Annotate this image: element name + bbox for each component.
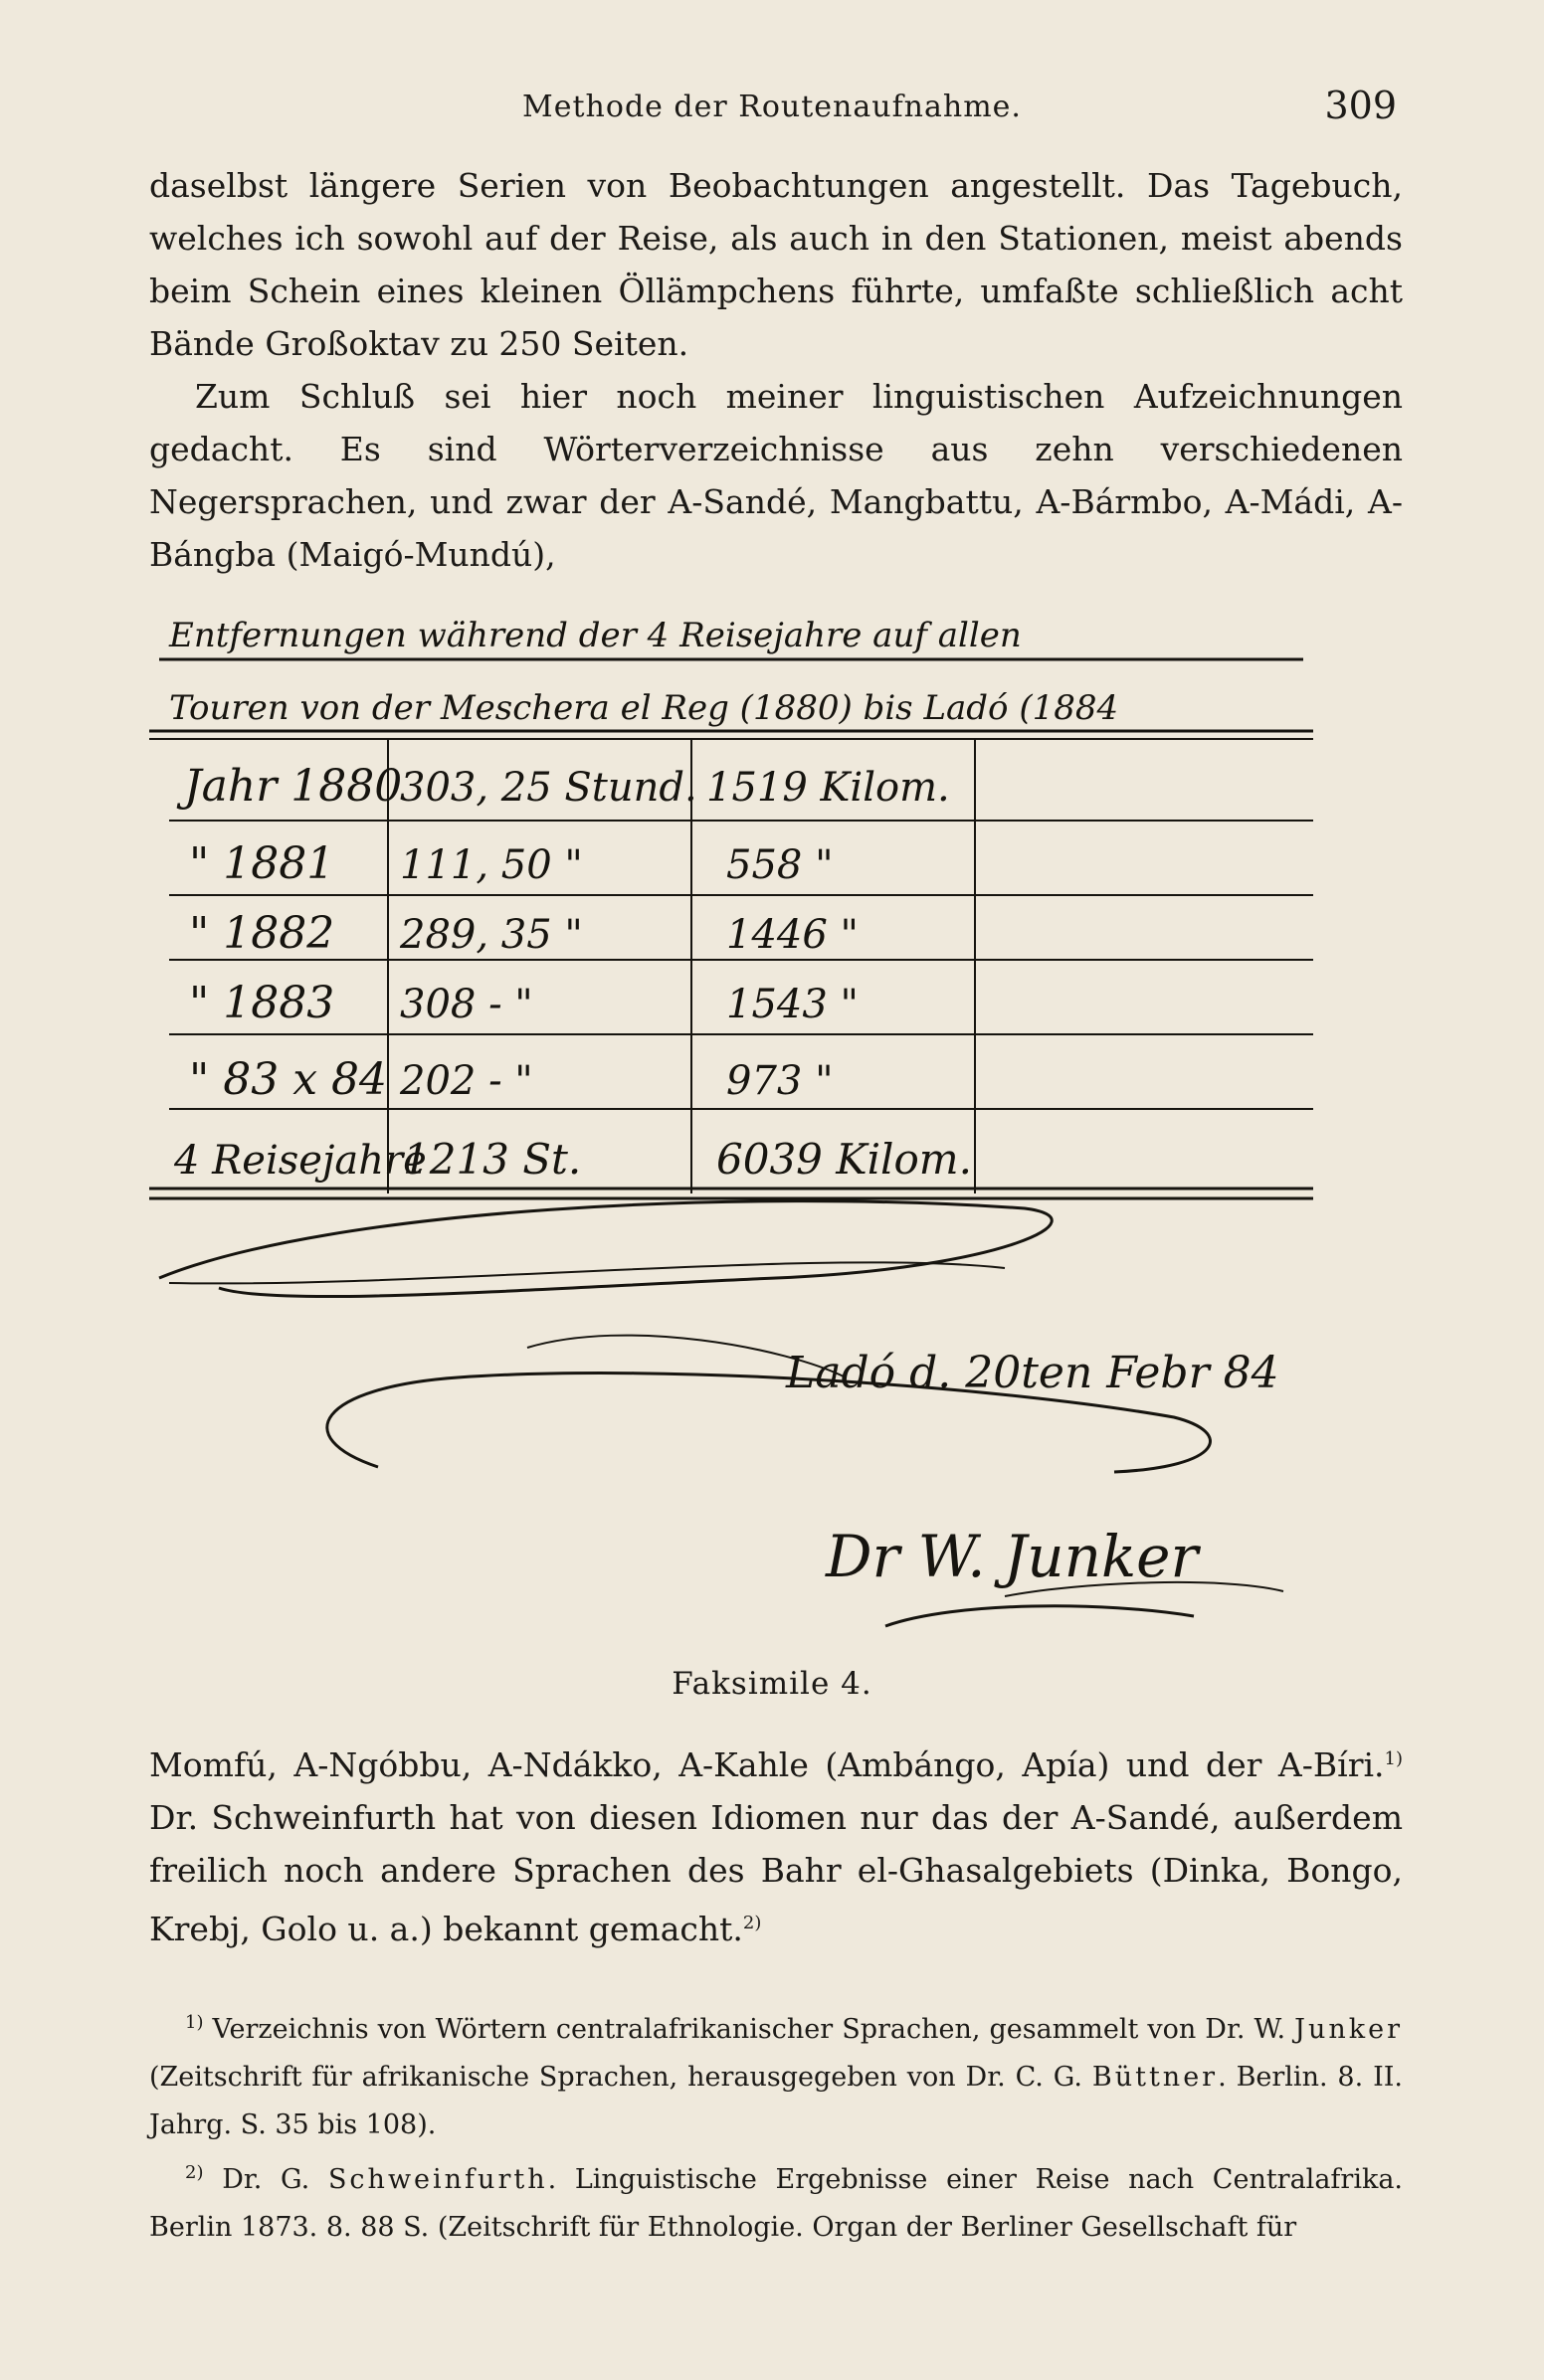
footnotes (149, 1999, 1403, 2252)
body-text-bottom (149, 1733, 1403, 1955)
svg-text:6039 Kilom.: 6039 Kilom. (716, 1135, 972, 1184)
svg-text:" 1883: " 1883 (189, 978, 335, 1028)
facsimile-heading-line-1: Entfernungen während der 4 Reisejahre auf allen (169, 616, 1022, 655)
svg-text:" 83 x 84: " 83 x 84 (189, 1054, 387, 1105)
footnote-2: $^{2)}$ Dr. G. Schweinfurth. Linguistische Ergebnisse einer Reise nach Centralafrika. Berlin 1873. 8. 88 S. (Zeitschrift für Ethnologie. Organ der Berliner Gesellschaft für (149, 2162, 1403, 2243)
paragraph-2: Zum Schluß sei hier noch meiner linguistischen Aufzeichnungen gedacht. Es sind Wörterverzeichnisse aus zehn verschiedenen Negersprachen, und zwar der A-Sandé, Mangbattu, A-Bármbo, A-Mádi, A-Bángba (Maigó-Mundú), (149, 377, 1403, 574)
table-row-total (173, 1135, 972, 1184)
paragraph-1: daselbst längere Serien von Beobachtungen angestellt. Das Tagebuch, welches ich sowohl auf der Reise, als auch in den Stationen, meist abends beim Schein eines kleinen Öllämpchens führte, umfaßte schließlich acht Bände Großoktav zu 250 Seiten. (149, 166, 1403, 363)
svg-text:1543 ": 1543 " (726, 982, 859, 1027)
paragraph-3: Momfú, A-Ngóbbu, A-Ndákko, A-Kahle (Ambángo, Apía) und der A-Bíri.$^{1)}$ Dr. Schweinfurth hat von diesen Idiomen nur das der A-Sandé, außerdem freilich noch andere Sprachen des Bahr el-Ghasalgebiets (Dinka, Bongo, Krebj, Golo u. a.) bekannt gemacht.$^{2)}$ (149, 1745, 1403, 1948)
svg-text:Jahr 1880: Jahr 1880 (184, 761, 403, 812)
footnote-1: $^{1)}$ Verzeichnis von Wörtern centralafrikanischer Sprachen, gesammelt von Dr. W. Junker (Zeitschrift für afrikanische Sprachen, herausgegeben von Dr. C. G. Büttner. Berlin. 8. II. Jahrg. S. 35 bis 108). (149, 2012, 1403, 2140)
body-text-top (149, 159, 1403, 581)
figure-caption: Faksimile 4. (672, 1666, 872, 1702)
svg-text:1213 St.: 1213 St. (403, 1135, 582, 1184)
svg-text:308 - ": 308 - " (400, 982, 533, 1027)
table-row-2 (189, 838, 833, 889)
table-row-4 (189, 978, 859, 1028)
svg-text:289, 35 ": 289, 35 " (400, 912, 583, 958)
table-row-1 (176, 761, 950, 812)
svg-text:4 Reisejahre: 4 Reisejahre (174, 1138, 427, 1184)
svg-text:303, 25 Stund.: 303, 25 Stund. (400, 765, 697, 811)
running-title: Methode der Routenaufnahme. (522, 90, 1022, 124)
svg-text:" 1881: " 1881 (189, 838, 335, 889)
svg-text:202 - ": 202 - " (400, 1058, 533, 1104)
svg-text:973 ": 973 " (726, 1058, 834, 1104)
page-number: 309 (1324, 84, 1397, 127)
table-row-3 (189, 908, 859, 959)
running-head (0, 84, 1544, 129)
footnote-ref-1[interactable]: 1) (1384, 1748, 1403, 1769)
svg-text:1446 ": 1446 " (726, 912, 859, 958)
svg-text:111, 50 ": 111, 50 " (400, 842, 583, 888)
signature: Dr W. Junker (826, 1523, 1199, 1590)
table-row-5 (189, 1054, 833, 1105)
svg-text:1519 Kilom.: 1519 Kilom. (706, 765, 950, 811)
facsimile-handwritten-table (129, 592, 1323, 1656)
facsimile-heading-line-2: Touren von der Meschera el Reg (1880) bis Ladó (1884 (169, 688, 1119, 728)
footnote-ref-2[interactable]: 2) (742, 1913, 762, 1933)
facsimile-date-line: Ladó d. 20ten Febr 84 (786, 1348, 1279, 1398)
svg-text:558 ": 558 " (726, 842, 834, 888)
svg-text:" 1882: " 1882 (189, 908, 335, 959)
